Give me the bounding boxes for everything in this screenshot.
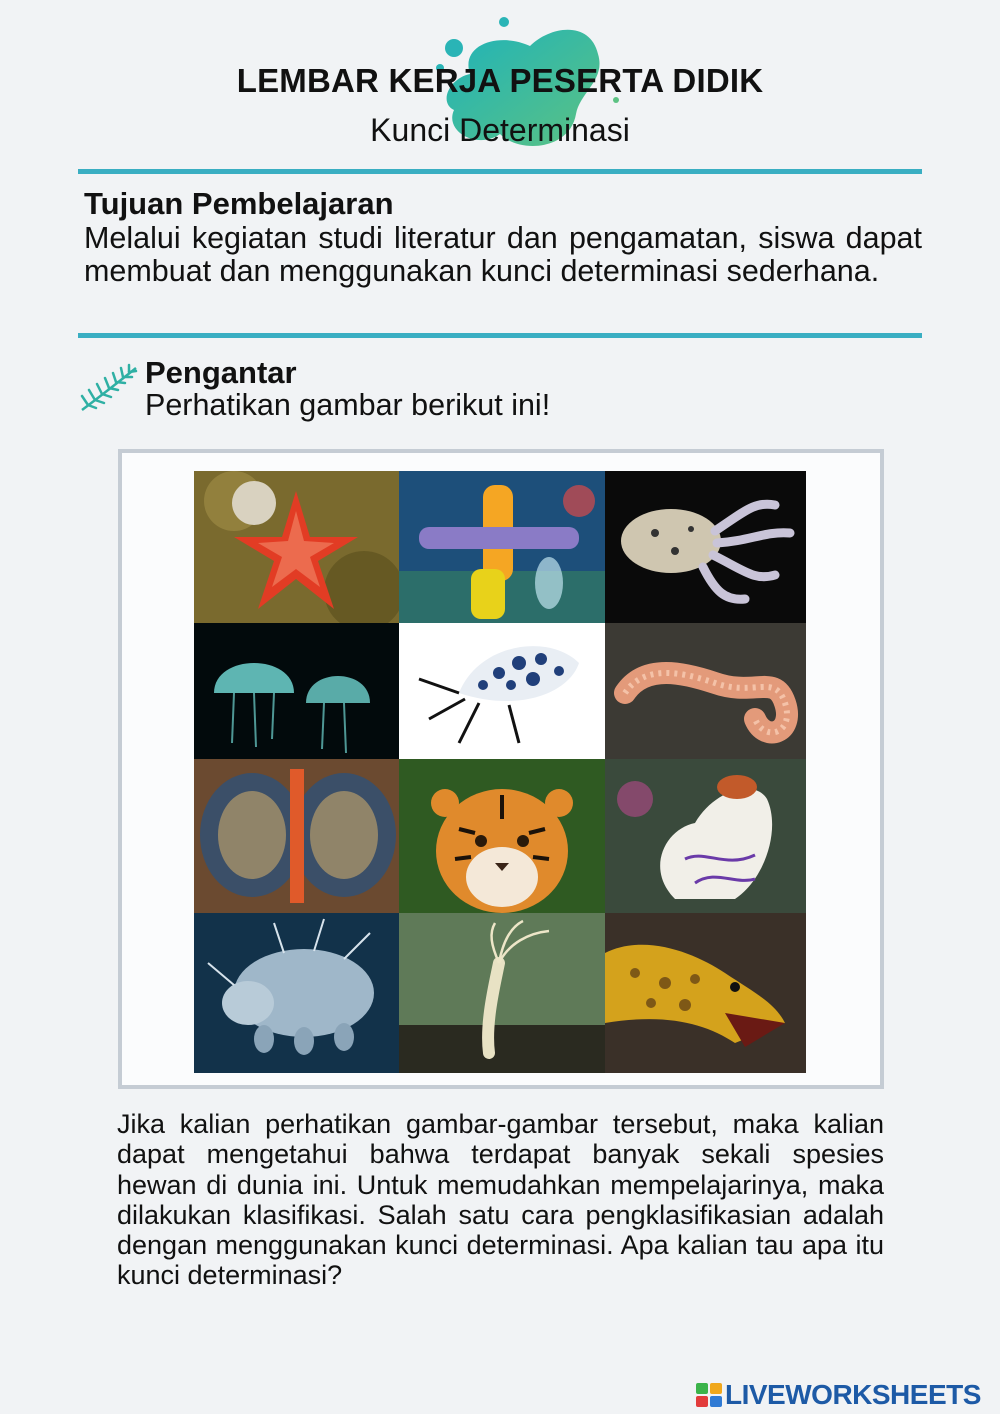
moth-photo <box>399 623 605 759</box>
liveworksheets-brand-text: LIVEWORKSHEETS <box>725 1379 981 1410</box>
liveworksheets-logo[interactable] <box>696 1378 981 1412</box>
giant-clam-photo <box>194 759 399 913</box>
sea-squirt-photo <box>605 759 806 913</box>
goal-heading: Tujuan Pembelajaran <box>84 186 394 221</box>
intro-heading: Pengantar <box>145 355 297 390</box>
liveworksheets-logo-icon <box>696 1383 722 1407</box>
tiger-photo <box>399 759 605 913</box>
fern-leaf-icon <box>78 362 140 414</box>
sponge-photo <box>399 471 605 623</box>
page-title: LEMBAR KERJA PESERTA DIDIK <box>236 62 764 99</box>
hydra-photo <box>399 913 605 1073</box>
bristle-worm-photo <box>605 623 806 759</box>
intro-paragraph: Jika kalian perhatikan gambar-gambar tersebut, maka kalian dapat mengetahui bahwa terdapat banyak sekali spesies hewan di dunia ini. Untuk memudahkan mempelajarinya, maka dilakukan klasifikasi. Salah satu cara pengklasifikasian adalah dengan menggunakan kunci determinasi. Apa kalian tau apa itu kunci determinasi? <box>117 1109 884 1291</box>
intro-subheading: Perhatikan gambar berikut ini! <box>145 388 551 422</box>
water-bear-photo <box>194 913 399 1073</box>
goal-text: Melalui kegiatan studi literatur dan pengamatan, siswa dapat membuat dan menggunakan kunci determinasi sederhana. <box>84 221 922 288</box>
divider-middle <box>78 333 922 338</box>
starfish-photo <box>194 471 399 623</box>
cuttlefish-photo <box>605 471 806 623</box>
page-subtitle: Kunci Determinasi <box>370 112 630 148</box>
animal-photo-grid <box>194 471 806 1073</box>
divider-top <box>78 169 922 174</box>
moray-eel-photo <box>605 913 806 1073</box>
jellyfish-photo <box>194 623 399 759</box>
